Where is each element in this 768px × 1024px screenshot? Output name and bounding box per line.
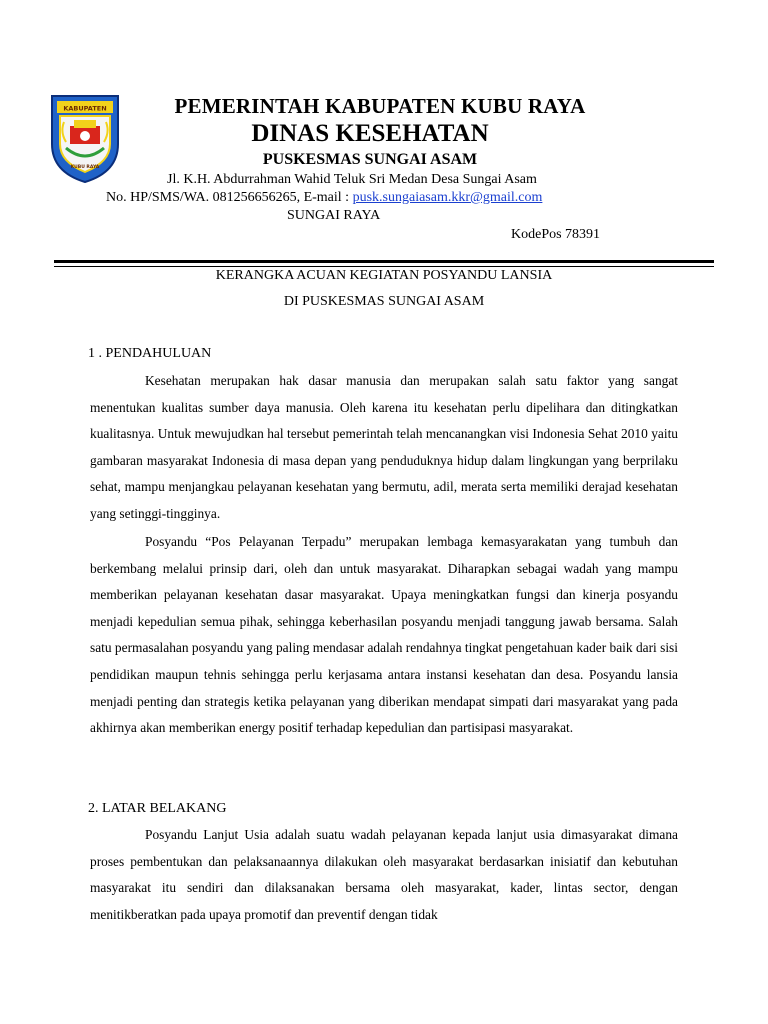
section-heading-latar-belakang: 2. LATAR BELAKANG [88,801,227,816]
letterhead-government: PEMERINTAH KABUPATEN KUBU RAYA [174,94,586,118]
paragraph-pendahuluan-2: Posyandu “Pos Pelayanan Terpadu” merupakan lembaga kemasyarakatan yang tumbuh dan berkembang melalui prinsip dari, oleh dan untuk masyarakat. Diharapkan sebagai wadah yang mampu memberikan pelayanan kesehatan dasar masyarakat. Upaya meningkatkan fungsi dan kinerja posyandu menjadi kepedulian semua pihak, sehingga keberhasilan posyandu menjadi tanggung jawab bersama. Salah satu permasalahan posyandu yang paling mendasar adalah rendahnya tingkat pengetahuan kader baik dari sisi pendidikan maupun tehnis sehingga perlu kerjasama antara instansi kesehatan dan desa. Posyandu lansia menjadi penting dan strategis ketika pelayanan yang diberikan mendapat simpati dari masyarakat yang pada akhirnya akan memberikan energy positif terhadap kepedulian dan partisipasi masyarakat. [90,534,678,736]
letterhead-postal-code: KodePos 78391 [511,227,601,242]
document-subtitle: DI PUSKESMAS SUNGAI ASAM [283,294,485,309]
kubu-raya-logo [48,92,122,184]
letterhead-contact [106,190,542,206]
letterhead-address: Jl. K.H. Abdurrahman Wahid Teluk Sri Medan Desa Sungai Asam [167,172,537,187]
svg-text:KABUPATEN: KABUPATEN [63,104,107,113]
section-heading-pendahuluan: 1 . PENDAHULUAN [88,346,212,361]
svg-text:KUBU RAYA: KUBU RAYA [70,165,100,170]
paragraph-latar-belakang-1: Posyandu Lanjut Usia adalah suatu wadah pelayanan kepada lanjut usia dimasyarakat dimana proses pembentukan dan pelaksanaannya dilakukan oleh masyarakat berdasarkan inisiatif dan kebutuhan masyarakat itu sendiri dan dilaksanakan bersama oleh masyarakat, kader, lintas sector, dengan menitikberatkan pada upaya promotif dan preventif dengan tidak [90,827,678,922]
letterhead-department: DINAS KESEHATAN [251,120,489,147]
paragraph-pendahuluan-1: Kesehatan merupakan hak dasar manusia dan merupakan salah satu faktor yang sangat menentukan kualitas sumber daya manusia. Oleh karena itu kesehatan perlu dipelihara dan ditingkatkan kualitasnya. Untuk mewujudkan hal tersebut pemerintah telah mencanangkan visi Indonesia Sehat 2010 yaitu gambaran masyarakat Indonesia di masa depan yang penduduknya hidup dalam lingkungan yang berprilaku sehat, mampu menjangkau pelayanan kesehatan yang bermutu, adil, merata serta memiliki derajad kesehatan yang setinggi-tingginya. [90,373,678,521]
contact-phone: No. HP/SMS/WA. 081256656265, E-mail : [106,190,353,205]
header-divider-thin [54,266,714,267]
document-title: KERANGKA ACUAN KEGIATAN POSYANDU LANSIA [215,268,553,283]
letterhead-puskesmas: PUSKESMAS SUNGAI ASAM [262,151,478,168]
header-divider-thick [54,260,714,263]
letterhead-city: SUNGAI RAYA [287,208,381,223]
email-link[interactable]: pusk.sungaiasam.kkr@gmail.com [352,190,543,205]
